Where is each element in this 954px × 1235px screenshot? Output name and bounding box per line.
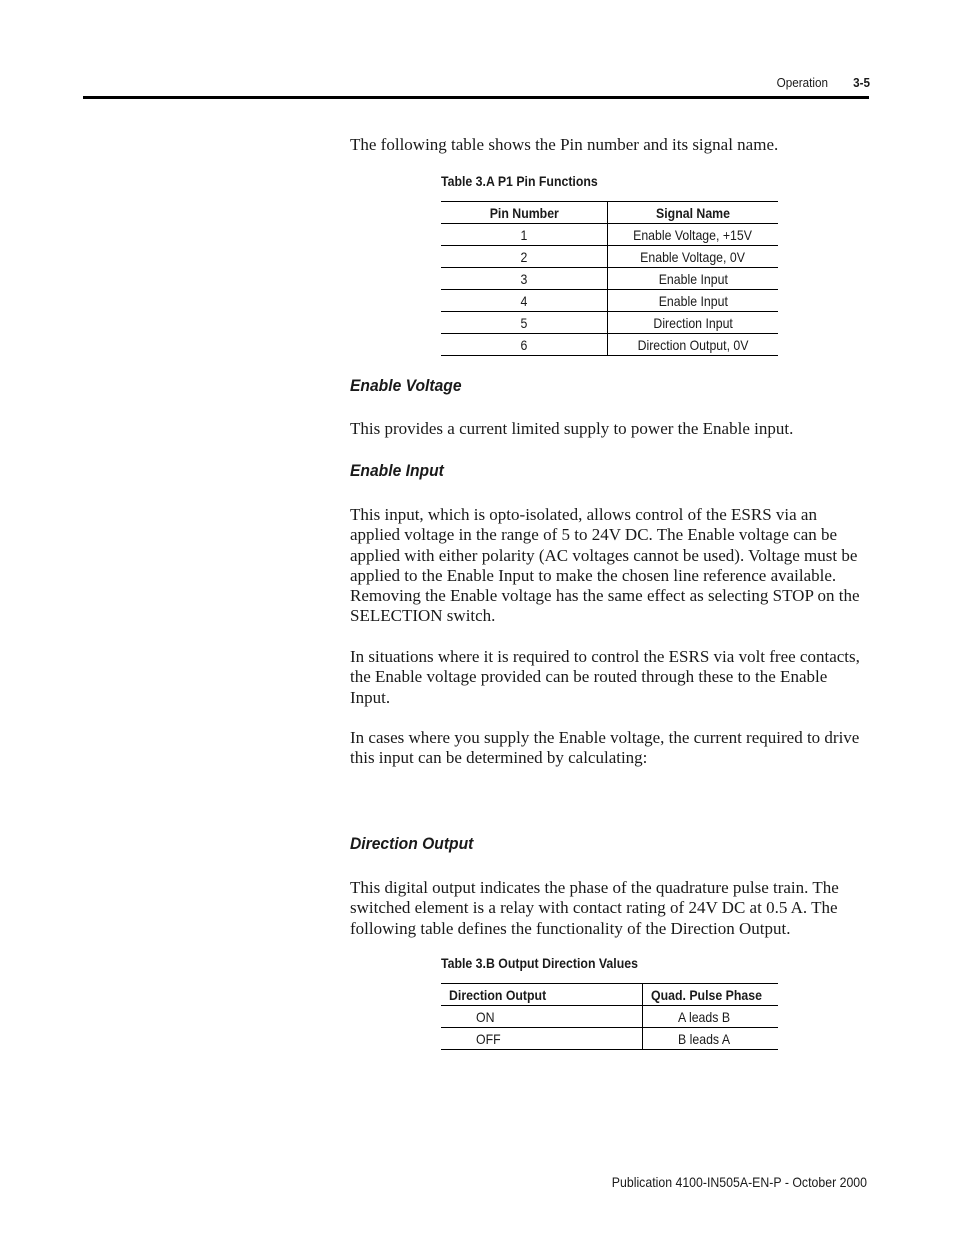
signal-name-cell: Direction Output, 0V	[608, 334, 779, 356]
column-header-direction-output: Direction Output	[441, 984, 643, 1006]
pin-number-cell: 5	[441, 312, 608, 334]
pin-number-cell: 4	[441, 290, 608, 312]
table-b-caption: Table 3.B Output Direction Values	[441, 955, 638, 971]
table-header-row	[441, 202, 778, 224]
running-header-section: Operation	[776, 75, 828, 90]
pin-number-cell: 2	[441, 246, 608, 268]
column-header-quad-pulse-phase: Quad. Pulse Phase	[643, 984, 779, 1006]
signal-name-cell: Enable Voltage, +15V	[608, 224, 779, 246]
signal-name-cell: Enable Voltage, 0V	[608, 246, 779, 268]
enable-input-heading: Enable Input	[350, 461, 444, 480]
signal-name-cell: Enable Input	[608, 290, 779, 312]
signal-name-cell: Enable Input	[608, 268, 779, 290]
direction-output-paragraph: This digital output indicates the phase of the quadrature pulse train. The switched element is a relay with contact rating of 24V DC at 0.5 A. The following table defines the functionality of the Direction Output.	[350, 878, 839, 938]
header-rule	[83, 96, 869, 99]
pin-functions-table	[441, 201, 778, 356]
table-row	[441, 1028, 778, 1050]
table-row	[441, 224, 778, 246]
enable-voltage-paragraph: This provides a current limited supply to power the Enable input.	[350, 419, 794, 438]
direction-output-cell: OFF	[441, 1028, 643, 1050]
table-row	[441, 268, 778, 290]
enable-input-paragraph-2: In situations where it is required to control the ESRS via volt free contacts, the Enable voltage provided can be routed through these to the Enable Input.	[350, 647, 860, 707]
table-a-caption: Table 3.A P1 Pin Functions	[441, 173, 598, 189]
column-header-signal-name: Signal Name	[608, 202, 779, 224]
direction-output-heading: Direction Output	[350, 834, 474, 853]
direction-output-cell: ON	[441, 1006, 643, 1028]
enable-voltage-heading: Enable Voltage	[350, 376, 462, 395]
signal-name-cell: Direction Input	[608, 312, 779, 334]
enable-input-paragraph-1: This input, which is opto-isolated, allows control of the ESRS via an applied voltage in the range of 5 to 24V DC. The Enable voltage can be applied with either polarity (AC voltages cannot be used). Voltage must be applied to the Enable Input to make the chosen line reference available. Removing the Enable voltage has the same effect as selecting STOP on the SELECTION switch.	[350, 505, 860, 626]
pin-number-cell: 3	[441, 268, 608, 290]
table-row	[441, 1006, 778, 1028]
pin-number-cell: 6	[441, 334, 608, 356]
pin-number-cell: 1	[441, 224, 608, 246]
table-row	[441, 334, 778, 356]
pulse-phase-cell: A leads B	[643, 1006, 779, 1028]
table-header-row	[441, 984, 778, 1006]
enable-input-paragraph-3: In cases where you supply the Enable voltage, the current required to drive this input can be determined by calculating:	[350, 728, 860, 768]
publication-footer: Publication 4100-IN505A-EN-P - October 2000	[611, 1174, 867, 1190]
intro-paragraph: The following table shows the Pin number and its signal name.	[350, 135, 779, 154]
table-row	[441, 290, 778, 312]
column-header-pin-number: Pin Number	[441, 202, 608, 224]
table-row	[441, 312, 778, 334]
output-direction-table	[441, 983, 778, 1050]
page-number: 3-5	[853, 75, 870, 90]
pulse-phase-cell: B leads A	[643, 1028, 779, 1050]
table-row	[441, 246, 778, 268]
